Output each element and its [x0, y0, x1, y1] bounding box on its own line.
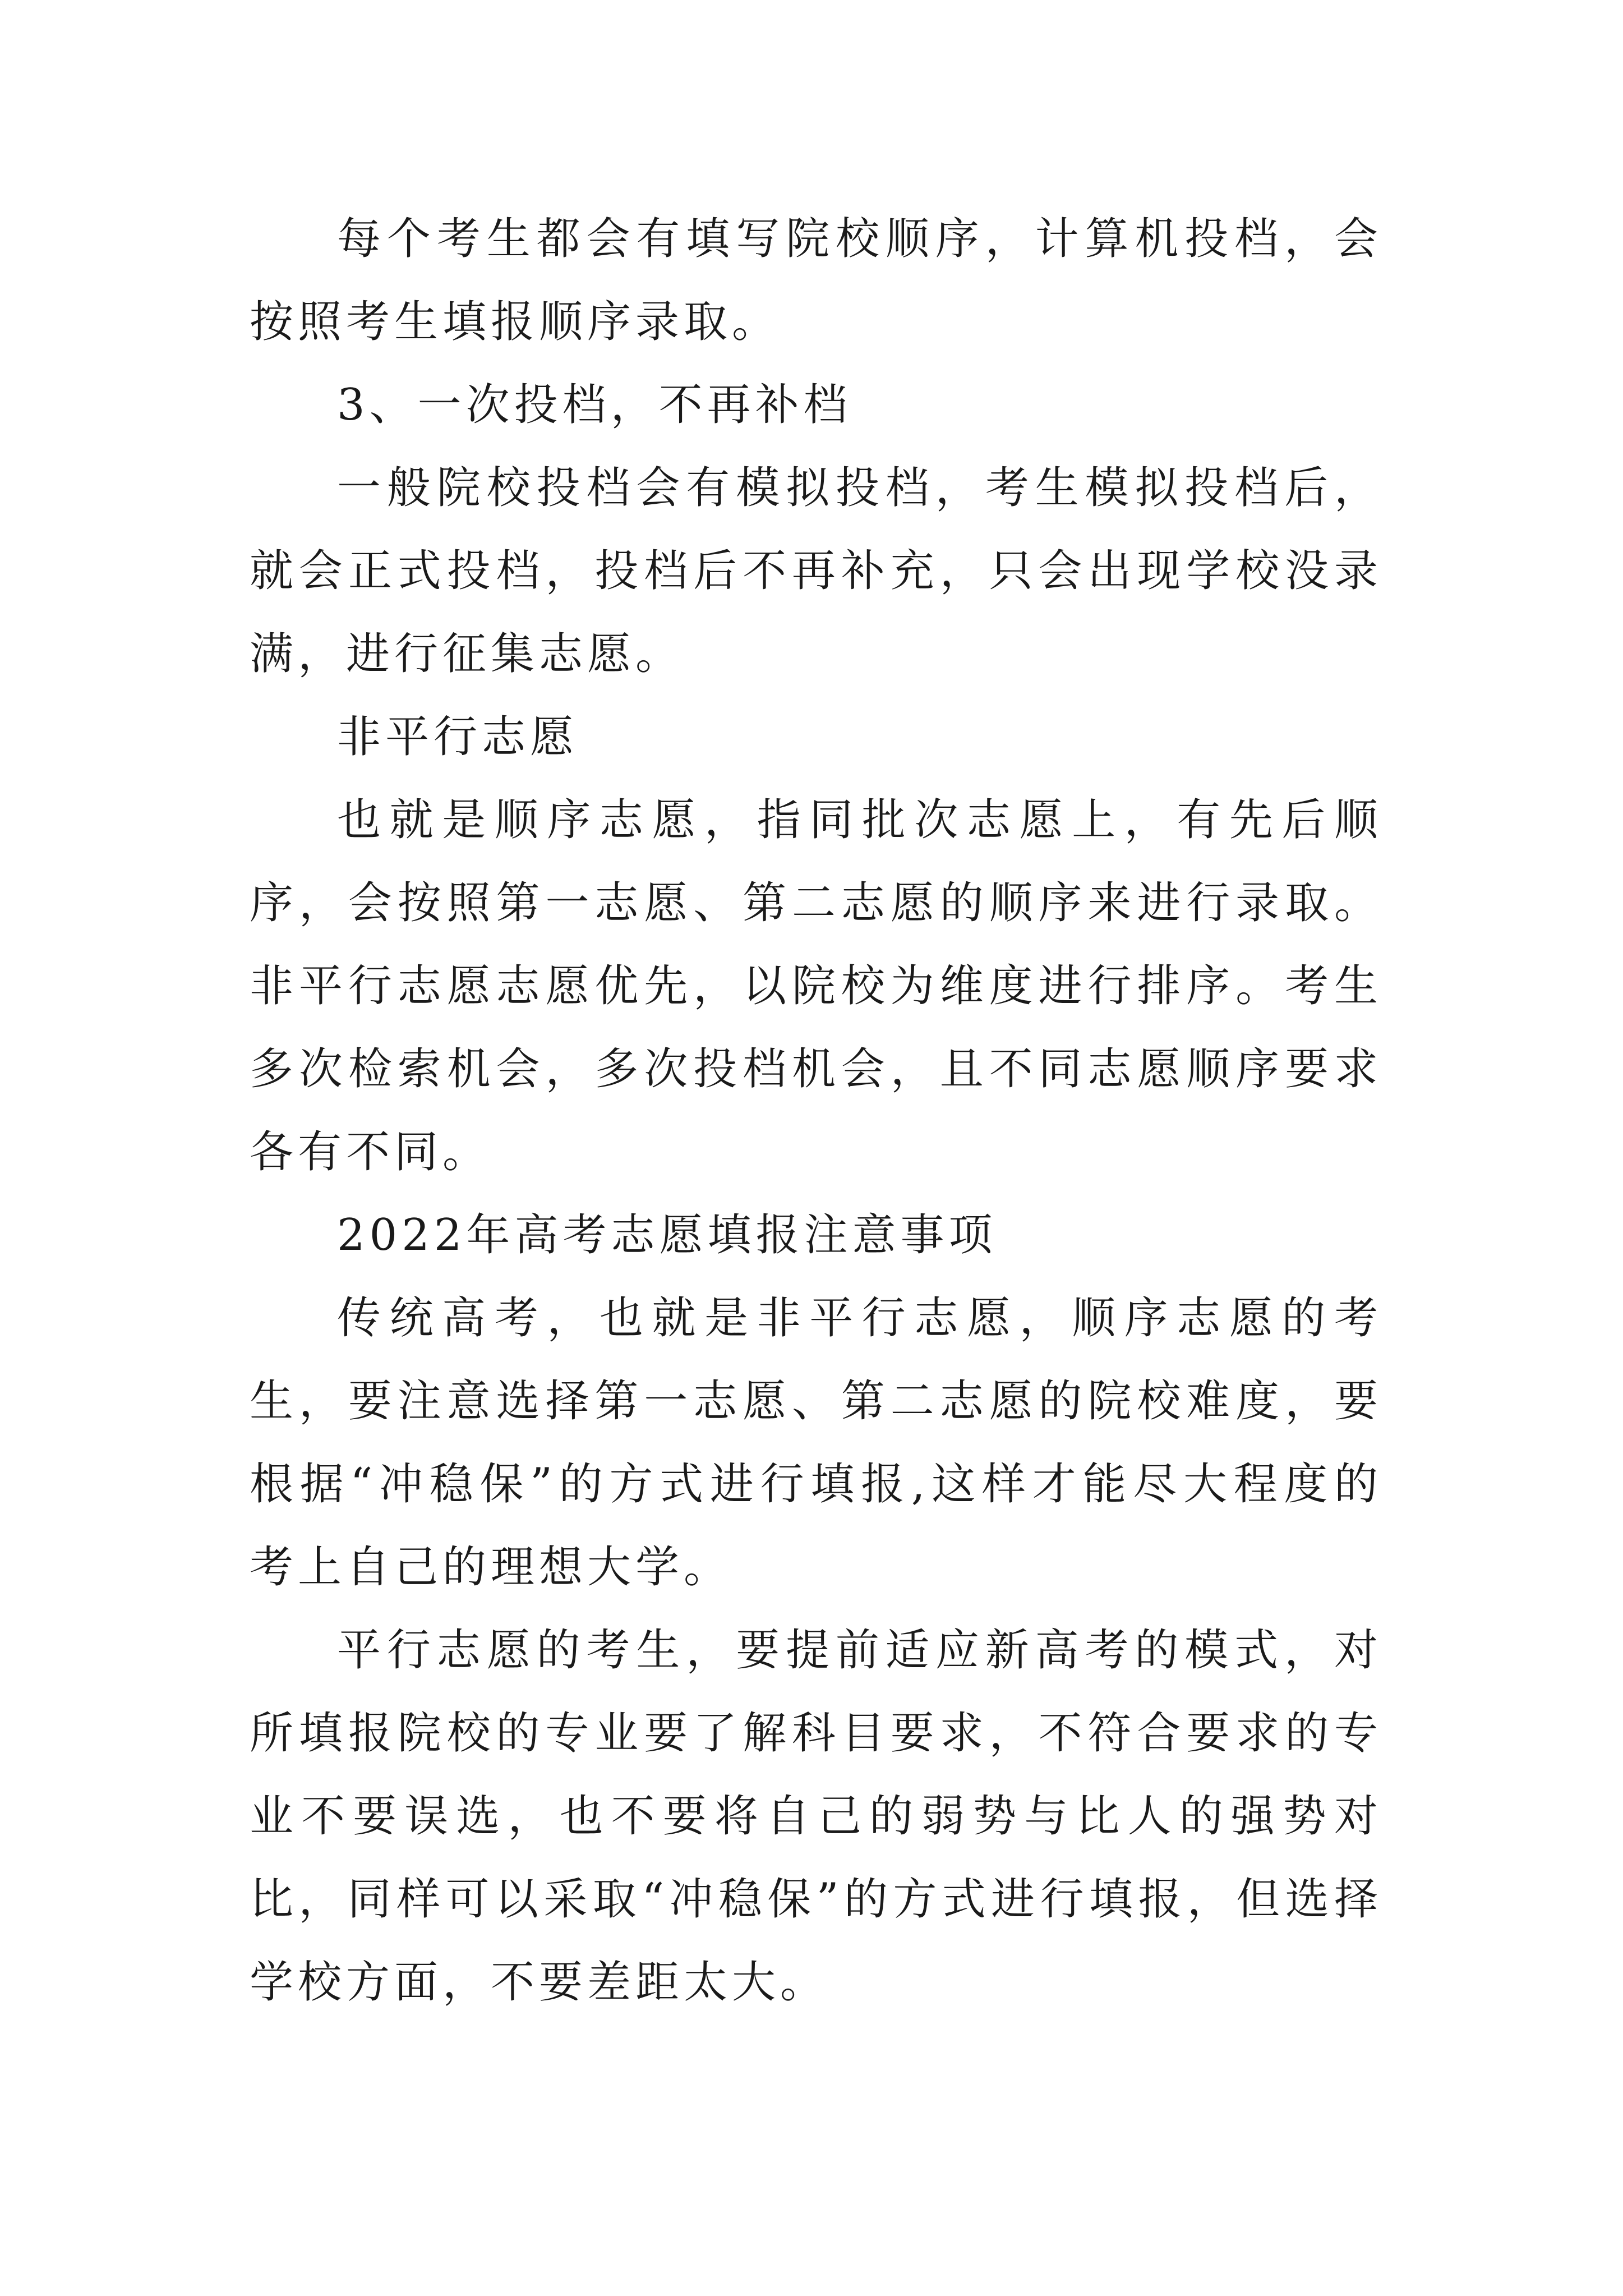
section-heading: 2022年高考志愿填报注意事项 — [337, 1210, 997, 1260]
paragraph: 也就是顺序志愿，指同批次志愿上，有先后顺序，会按照第一志愿、第二志愿的顺序来进行录取。非平行志愿志愿优先，以院校为维度进行排序。考生多次检索机会，多次投档机会，且不同志愿顺序要求各有不同。 — [250, 795, 1382, 1177]
document-body — [250, 197, 1382, 2024]
paragraph: 平行志愿的考生，要提前适应新高考的模式，对所填报院校的专业要了解科目要求，不符合要求的专业不要误选，也不要将自己的弱势与比人的强势对比，同样可以采取“冲稳保”的方式进行填报，但选择学校方面，不要差距太大。 — [250, 1625, 1382, 2008]
paragraph: 一般院校投档会有模拟投档，考生模拟投档后，就会正式投档，投档后不再补充，只会出现学校没录满，进行征集志愿。 — [250, 463, 1382, 679]
paragraph: 每个考生都会有填写院校顺序，计算机投档，会按照考生填报顺序录取。 — [250, 214, 1382, 347]
section-heading: 3、一次投档，不再补档 — [337, 380, 852, 430]
section-heading: 非平行志愿 — [337, 712, 579, 762]
paragraph: 传统高考，也就是非平行志愿，顺序志愿的考生，要注意选择第一志愿、第二志愿的院校难度，要根据“冲稳保”的方式进行填报,这样才能尽大程度的考上自己的理想大学。 — [250, 1293, 1382, 1593]
